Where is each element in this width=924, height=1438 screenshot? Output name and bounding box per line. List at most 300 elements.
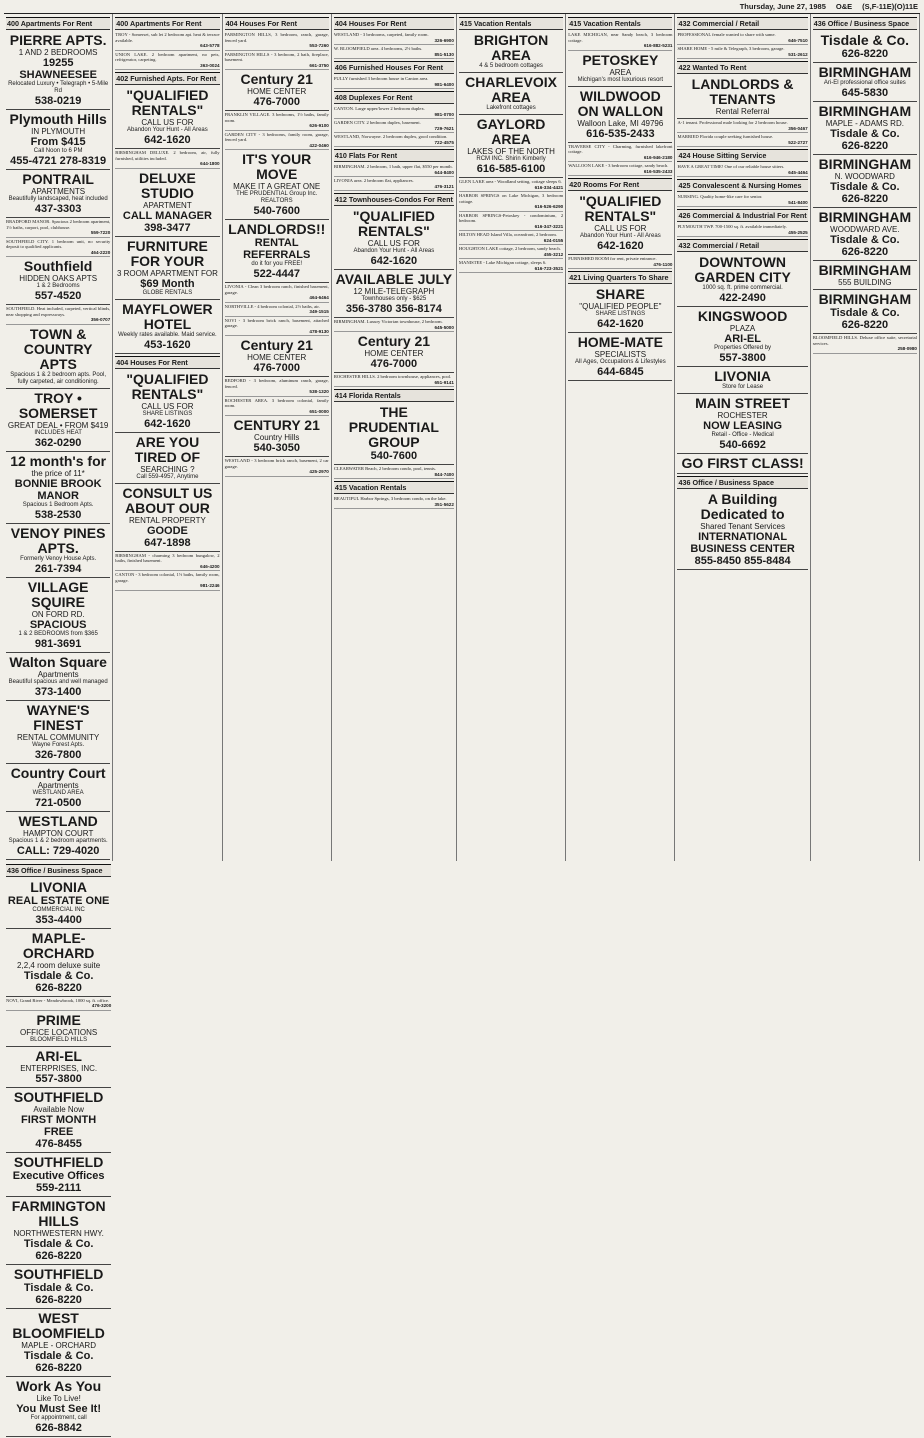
- display-ad: [115, 433, 219, 484]
- ad-phone: 362-0290: [34, 436, 82, 449]
- classified-ad: [225, 131, 329, 151]
- ad-feature: From $415: [30, 136, 86, 148]
- ad-headline: 12 month's for: [10, 452, 107, 469]
- ad-phone: 651-9141: [434, 379, 454, 385]
- display-ad: [459, 73, 563, 115]
- display-ad: [334, 207, 454, 270]
- ad-feature: Tisdale & Co.: [830, 234, 900, 246]
- ad-phone: 642-1620: [597, 318, 644, 330]
- ad-phone: 981-3691: [34, 637, 82, 650]
- section-header: 426 Commercial & Industrial For Rent: [678, 211, 807, 220]
- ad-headline: LIVONIA: [30, 878, 88, 895]
- section-header: 400 Apartments For Rent: [6, 17, 110, 30]
- ad-phone: 616-882-5231: [643, 43, 673, 48]
- ad-text: TRAVERSE CITY - Charming, furnished lakefront cottage.: [568, 143, 673, 154]
- display-ad: [6, 1377, 111, 1437]
- ad-subhead: AREA: [609, 67, 632, 77]
- ad-phone: 626-8220: [35, 1293, 82, 1306]
- ad-text: SOUTHFIELD. Heat included, carpeted, vertical blinds, near shopping and expressways.: [6, 306, 111, 317]
- ad-headline: VENOY PINES APTS.: [10, 524, 106, 556]
- ad-phone: 647-1898: [144, 536, 191, 549]
- display-ad: [568, 333, 672, 381]
- ad-subhead: Shared Tenant Services: [700, 522, 785, 531]
- display-ad: [225, 220, 329, 283]
- ad-subhead: Apartments: [37, 669, 79, 679]
- classified-ad: [677, 223, 807, 237]
- ad-subhead: IN PLYMOUTH: [31, 127, 86, 136]
- ad-phone: 626-8220: [841, 319, 889, 331]
- ad-headline: Century 21: [357, 333, 431, 349]
- ad-phone: 356-0467: [788, 125, 808, 131]
- ad-text: FARMINGTON HILLS - 3 bedroom, 2 bath, fireplace, basement.: [224, 51, 329, 62]
- display-ad: [6, 1265, 111, 1309]
- classified-ad: [334, 75, 454, 89]
- ad-headline: PRIME: [36, 1011, 81, 1028]
- ad-text: MARRIED Florida couple seeking furnished house.: [677, 134, 774, 139]
- ad-subhead: MAPLE - ORCHARD: [21, 1340, 96, 1350]
- ad-phone: 540-7600: [253, 205, 300, 217]
- ad-detail: Formerly Venoy House Apts.: [20, 555, 97, 562]
- ad-phone: 538-2530: [34, 508, 82, 521]
- ad-subhead: 12 MILE-TELEGRAPH: [353, 287, 435, 296]
- classified-ad: [6, 238, 110, 258]
- ad-feature: Tisdale & Co.: [23, 1349, 94, 1362]
- ad-headline: Walton Square: [9, 653, 107, 670]
- classified-ad: [225, 31, 329, 51]
- ad-detail: 1 & 2 Bedrooms: [36, 283, 80, 289]
- section-header: 422 Wanted To Rent: [677, 61, 807, 74]
- ad-headline: SOUTHFIELD: [13, 1088, 104, 1105]
- classified-ad: [334, 105, 454, 119]
- ad-phone: 626-8220: [841, 48, 889, 60]
- display-ad: [568, 285, 672, 333]
- section-header: 436 Office / Business Space: [6, 864, 111, 877]
- ad-phone: 351-5622: [434, 501, 454, 507]
- section-header: 421 Living Quarters To Share: [568, 271, 672, 284]
- section-header: 432 Commercial / Retail: [677, 239, 807, 252]
- section-header: 425 Convalescent & Nursing Homes: [677, 179, 807, 192]
- ad-phone: 661-3750: [309, 62, 329, 68]
- ad-subhead: "QUALIFIED PEOPLE": [579, 302, 662, 311]
- ad-text: CANTON. Large upper/lower 2 bedroom duplex.: [333, 106, 425, 111]
- ad-phone: 261-7394: [34, 562, 82, 575]
- display-ad: [568, 51, 672, 87]
- ad-phone: 981-6400: [434, 81, 454, 87]
- ad-headline: ARE YOU TIRED OF: [134, 433, 201, 465]
- ad-phone: 642-1620: [144, 134, 191, 146]
- ad-phone: 722-4575: [434, 139, 454, 145]
- ad-detail: Lakefront cottages: [486, 105, 536, 111]
- ad-phone: 476-8455: [35, 1137, 82, 1150]
- ad-detail: Weekly rates available. Maid service.: [118, 331, 217, 338]
- display-ad: [813, 63, 917, 102]
- classified-ad: [568, 255, 672, 269]
- display-ad: [6, 878, 111, 929]
- ad-headline: THE PRUDENTIAL GROUP: [348, 404, 439, 450]
- ad-phone: 626-8220: [841, 140, 889, 152]
- classified-ad: [813, 334, 917, 354]
- ad-text: HOUGHTON LAKE cottage, 2 bedroom, sandy beach.: [458, 246, 561, 251]
- display-ad: [677, 394, 807, 454]
- ad-text: LIVONIA area. 2 bedroom flat, appliances.: [333, 178, 414, 183]
- ad-headline: TOWN & COUNTRY APTS: [23, 325, 93, 372]
- ad-phone: 476-3200: [91, 1003, 112, 1008]
- ad-phone: CALL: 729-4020: [16, 844, 100, 857]
- display-ad: [6, 389, 110, 452]
- classified-ad: [6, 305, 110, 325]
- ad-text: ROCHESTER AREA. 3 bedroom colonial, family room.: [224, 397, 329, 408]
- ad-phone: 642-1620: [144, 417, 191, 430]
- classified-ad: [459, 231, 563, 245]
- ad-text: TROY - Somerset, sub let 2 bedroom apt. heat & terrace available.: [115, 32, 220, 43]
- ad-feature: Tisdale & Co.: [830, 307, 900, 319]
- ad-text: FARMINGTON HILLS, 3 bedroom, ranch, garage, fenced yard.: [224, 32, 329, 43]
- ad-headline: "QUALIFIED RENTALS": [126, 370, 209, 402]
- ad-phone: 626-8220: [841, 193, 889, 205]
- display-ad: [813, 261, 917, 290]
- section-header: 436 Office / Business Space: [813, 17, 917, 30]
- column-2: [113, 14, 222, 861]
- display-ad: [459, 31, 563, 73]
- ad-phone: 541-8400: [788, 199, 808, 205]
- section-header: 404 Houses For Rent: [115, 356, 219, 369]
- ad-text: CLEARWATER Beach, 2 bedroom condo, pool, tennis.: [333, 466, 436, 471]
- ad-detail: 1 & 2 BEDROOMS from $365: [18, 630, 98, 637]
- ad-text: ROCHESTER HILLS. 2 bedroom townhouse, appliances, pool.: [333, 374, 452, 379]
- ad-phone: 642-1620: [370, 255, 418, 267]
- ad-phone: 522-4447: [253, 268, 300, 280]
- section-header: 415 Vacation Rentals: [334, 481, 454, 494]
- classified-ad: [568, 143, 672, 163]
- ad-text: WESTLAND - 3 bedroom brick ranch, basement, 2 car garage.: [224, 458, 329, 469]
- ad-detail: SHARE LISTINGS: [595, 311, 646, 317]
- classified-ad: [677, 119, 807, 133]
- ad-headline: Century 21: [240, 337, 313, 353]
- ad-headline: BIRMINGHAM: [818, 209, 912, 225]
- ad-phone: 626-9100: [309, 123, 329, 128]
- ad-headline: Century 21: [240, 71, 313, 87]
- ad-headline: TROY • SOMERSET: [18, 389, 98, 421]
- ad-phone: 478-9130: [309, 328, 329, 334]
- classified-ad: [115, 31, 219, 51]
- ad-headline: CENTURY 21: [233, 417, 320, 433]
- ad-subhead: WOODWARD AVE.: [830, 225, 900, 234]
- display-ad: [115, 484, 219, 552]
- ad-detail: For appointment, call: [30, 1414, 87, 1421]
- column-4: [332, 14, 457, 861]
- ad-feature: SPACIOUS: [29, 618, 87, 631]
- ad-text: REDFORD - 3 bedroom, aluminum ranch, garage, fenced.: [224, 378, 329, 389]
- display-ad: [6, 1309, 111, 1377]
- classified-ad: [334, 177, 454, 191]
- ad-headline: FARMINGTON HILLS: [11, 1197, 106, 1229]
- display-ad: [677, 253, 807, 307]
- ad-phone: 464-6464: [309, 295, 329, 300]
- ad-phone: 476-1100: [653, 261, 673, 267]
- ad-subhead: HOME CENTER: [364, 349, 424, 358]
- ad-phone: 644-1800: [200, 161, 220, 166]
- ad-phone: 626-8220: [841, 246, 889, 258]
- display-ad: [6, 257, 110, 305]
- display-ad: [677, 307, 807, 367]
- ad-phone: 538-0219: [34, 95, 82, 107]
- classified-ad: [459, 245, 563, 259]
- classified-ad: [334, 465, 454, 479]
- ad-feature: Tisdale & Co.: [23, 1281, 94, 1294]
- ad-phone: 356-0707: [90, 317, 111, 322]
- display-ad: [6, 1153, 111, 1197]
- ad-text: NOVI, Grand River - Meadowbrook, 1000 sq. ft. office.: [6, 997, 110, 1003]
- ad-text: NORTHVILLE - 4 bedroom colonial, 2½ baths, air.: [224, 303, 320, 309]
- ad-phone: 626-8220: [35, 1361, 82, 1374]
- ad-phone: 646-7510: [788, 37, 808, 43]
- column-5: [457, 14, 566, 861]
- ad-headline: CHARLEVOIX AREA: [465, 74, 557, 105]
- ad-headline: PONTRAIL: [22, 171, 94, 187]
- masthead-date: Thursday, June 27, 1985: [739, 2, 826, 11]
- section-header: 406 Furnished Houses For Rent: [334, 61, 454, 74]
- section-header: 408 Duplexes For Rent: [334, 91, 454, 104]
- classified-ad: [334, 133, 454, 147]
- column-7: [675, 14, 810, 861]
- ad-phone: 557-4520: [34, 290, 82, 302]
- ad-text: GLEN LAKE area - Woodland setting, cottage sleeps 6.: [458, 179, 562, 184]
- display-ad: [6, 701, 110, 764]
- classified-ad: [334, 318, 454, 332]
- ad-feature: INTERNATIONAL BUSINESS CENTER: [690, 531, 795, 555]
- ad-feature: Tisdale & Co.: [830, 181, 900, 193]
- ad-detail: 4 & 5 bedroom cottages: [479, 63, 543, 69]
- ad-detail: Properties Offered by: [714, 345, 772, 351]
- ad-subhead: RENTAL COMMUNITY: [17, 732, 100, 742]
- ad-subhead: CALL US FOR: [141, 401, 194, 411]
- ad-subhead: GREAT DEAL • FROM $419: [7, 420, 109, 430]
- ad-detail: RCM INC. Shirin Kimberly: [476, 156, 546, 162]
- ad-headline: A Building Dedicated to: [700, 491, 785, 522]
- display-ad: [115, 237, 219, 300]
- ad-phone: 626-8220: [35, 981, 82, 994]
- display-ad: [334, 403, 454, 465]
- display-ad: [677, 490, 807, 570]
- classified-ad: [225, 303, 329, 317]
- classified-ad: [115, 51, 219, 71]
- ad-headline: Country Court: [10, 764, 106, 781]
- section-header: 400 Apartments For Rent: [115, 17, 219, 30]
- ad-subhead: HAMPTON COURT: [22, 828, 94, 838]
- ad-subhead: APARTMENTS: [31, 187, 86, 196]
- classified-ad: [115, 149, 219, 169]
- ad-headline: FURNITURE FOR YOUR: [126, 237, 208, 269]
- ad-detail: Call 559-4957, Anytime: [136, 473, 199, 480]
- ad-subhead: HOME CENTER: [247, 87, 307, 96]
- ad-text: UNION LAKE. 2 bedroom apartment, no pets, refrigerator, carpeting.: [115, 51, 220, 62]
- ad-detail: SHARE LISTINGS: [142, 410, 193, 417]
- display-ad: [813, 155, 917, 208]
- ad-text: SOUTHFIELD CITY. 1 bedroom unit, no security deposit to qualified applicants.: [6, 238, 111, 249]
- ad-subhead: Apartments: [37, 780, 79, 790]
- ad-text: HAVE A GREAT TIME! One of our reliable house sitters.: [677, 164, 785, 169]
- ad-feature: Tisdale & Co.: [830, 128, 900, 140]
- ad-subhead: ENTERPRISES, INC.: [20, 1063, 98, 1073]
- display-ad: [225, 336, 329, 377]
- ad-subhead: HIDDEN OAKS APTS: [19, 274, 98, 283]
- ad-subhead: Like To Live!: [36, 1393, 81, 1403]
- display-ad: [459, 115, 563, 178]
- ad-subhead: LAKES OF THE NORTH: [467, 147, 555, 156]
- classified-ad: [677, 193, 807, 207]
- classified-ad: [6, 997, 111, 1011]
- ad-headline: DELUXE STUDIO: [139, 169, 196, 201]
- ad-text: A-1 tenant. Professional male looking for 2 bedroom house.: [677, 120, 788, 125]
- ad-headline: "QUALIFIED RENTALS": [126, 87, 209, 118]
- section-header: 414 Florida Rentals: [334, 389, 454, 402]
- ad-detail: Spacious 1 Bedroom Apts.: [22, 501, 94, 508]
- ad-headline: Plymouth Hills: [9, 111, 107, 127]
- ad-phone: 373-1400: [34, 685, 82, 698]
- display-ad: [6, 325, 110, 389]
- ad-text: HILTON HEAD Island Villa, oceanfront, 2 bedroom.: [458, 232, 557, 237]
- classified-ad: [459, 212, 563, 232]
- display-ad: [6, 1047, 111, 1088]
- masthead-paper: O&E: [835, 2, 853, 11]
- ad-feature: Executive Offices: [12, 1169, 105, 1182]
- ad-feature: CALL MANAGER: [122, 209, 212, 222]
- ad-headline: IT'S YOUR MOVE: [242, 151, 312, 182]
- ad-headline: LANDLORDS!!: [228, 221, 326, 237]
- ad-headline: BRIGHTON AREA: [473, 32, 549, 63]
- display-ad: [677, 367, 807, 394]
- ad-feature: NOW LEASING: [703, 420, 783, 432]
- classified-ad: [115, 571, 219, 591]
- ad-phone: 626-8842: [35, 1421, 82, 1434]
- display-ad: [813, 208, 917, 261]
- ad-detail: COMMERCIAL INC: [32, 906, 85, 913]
- ad-text: HARBOR SPRINGS on Lake Michigan, 3 bedroom cottage.: [458, 193, 564, 204]
- ad-subhead: N. WOODWARD: [834, 172, 895, 181]
- ad-headline: LIVONIA: [714, 368, 771, 384]
- ad-phone: 844-7400: [434, 471, 454, 477]
- ad-headline: SHARE: [595, 286, 645, 302]
- ad-detail: Beautifully landscaped, heat included: [8, 196, 108, 202]
- ad-phone: 855-8450 855-8484: [694, 555, 791, 567]
- classified-ad: [459, 259, 563, 273]
- ad-detail: Retail - Office - Medical: [711, 432, 774, 438]
- ad-headline: WESTLAND: [18, 812, 98, 829]
- ad-detail: All Ages, Occupations & Lifestyles: [574, 359, 666, 365]
- ad-text: BIRMINGHAM DELUXE. 2 bedroom, air, fully furnished, utilities included.: [115, 150, 220, 161]
- display-ad: [6, 110, 110, 170]
- display-ad: [334, 332, 454, 373]
- classified-ad: [677, 163, 807, 177]
- classified-ad: [459, 178, 563, 192]
- display-ad: [568, 87, 672, 143]
- ad-headline: BIRMINGHAM: [818, 64, 912, 80]
- section-header: 424 House Sitting Service: [677, 149, 807, 162]
- ad-headline: BIRMINGHAM: [818, 103, 912, 119]
- ad-headline: ARI-EL: [35, 1047, 82, 1064]
- ad-subhead: 1 AND 2 BEDROOMS: [18, 48, 98, 57]
- ad-phone: 616-535-2433: [643, 168, 673, 174]
- classified-ad: [225, 377, 329, 397]
- classified-ad: [334, 163, 454, 177]
- ad-subhead: Walloon Lake, MI 49796: [577, 118, 664, 128]
- classified-ad: [225, 283, 329, 303]
- display-ad: [6, 170, 110, 218]
- ad-phone: 616-535-2433: [586, 127, 655, 140]
- classified-ad: [6, 218, 110, 238]
- ad-text: W. BLOOMFIELD area. 4 bedrooms, 2½ baths.: [333, 46, 423, 51]
- ad-text: CANTON - 3 bedroom colonial, 1½ baths, family room, garage.: [115, 572, 220, 583]
- display-ad: [115, 370, 219, 433]
- classified-ad: [225, 397, 329, 417]
- section-header: 410 Flats For Rent: [334, 149, 454, 162]
- display-ad: [225, 70, 329, 111]
- ad-phone: 540-6692: [719, 439, 766, 451]
- ad-text: WESTLAND, Norwayne. 2 bedroom duplex, good condition.: [333, 134, 448, 139]
- ad-phone: 981-2246: [200, 583, 220, 588]
- ad-detail: THE PRUDENTIAL Group Inc. REALTORS: [236, 191, 318, 204]
- ad-phone: 646-4200: [200, 563, 220, 569]
- display-ad: [6, 452, 110, 524]
- display-ad: [115, 169, 219, 237]
- ad-phone: 651-0000: [309, 408, 329, 414]
- classified-ad: [677, 133, 807, 147]
- display-ad: [6, 1088, 111, 1153]
- ad-detail: INCLUDES HEAT: [34, 429, 82, 436]
- section-header: 415 Vacation Rentals: [568, 17, 672, 30]
- display-ad: [225, 416, 329, 457]
- ad-phone: 616-526-6290: [534, 204, 564, 209]
- ad-text: NOVI - 3 bedroom brick ranch, basement, attached garage.: [224, 317, 329, 328]
- ad-text: GARDEN CITY - 3 bedrooms, family room, garage, fenced yard.: [224, 131, 329, 142]
- ad-text: LIVONIA - Clean 3 bedroom ranch, finished basement, garage.: [224, 284, 329, 295]
- ad-text: MANISTEE - Lake Michigan cottage, sleeps 6.: [458, 260, 547, 265]
- ad-feature: 19255 SHAWNEESEE: [19, 57, 97, 81]
- ad-detail: Wayne Forest Apts.: [32, 741, 85, 748]
- ad-headline: HOME-MATE: [577, 334, 663, 350]
- classified-ad: [225, 51, 329, 71]
- ad-phone: 616-585-6100: [476, 163, 546, 175]
- ad-phone: 476-7000: [253, 96, 300, 108]
- ad-detail: Townhouses only - $625: [361, 296, 427, 302]
- display-ad: [6, 764, 110, 812]
- ad-phone: 851-5130: [434, 51, 454, 57]
- ad-feature: ARI-EL: [724, 333, 761, 345]
- ad-feature: You Must See It!: [16, 1402, 102, 1415]
- ad-subhead: NORTHWESTERN HWY.: [13, 1228, 104, 1238]
- ad-detail: Abandon Your Hunt - All Areas: [579, 233, 661, 239]
- ad-headline: VILLAGE SQUIRE: [27, 578, 89, 610]
- ad-headline: Work As You: [16, 1377, 102, 1394]
- ad-phone: 729-7621: [434, 125, 454, 131]
- ad-phone: 645-4464: [788, 169, 808, 175]
- ad-subhead: Country Hills: [254, 433, 300, 442]
- ad-text: FULLY furnished 3 bedroom house in Canton area.: [333, 76, 429, 81]
- ad-headline: MAYFLOWER HOTEL: [122, 300, 213, 332]
- ad-text: GARDEN CITY. 2 bedroom duplex, basement.: [333, 120, 421, 125]
- ad-detail: Relocated Luxury • Telegraph • 5-Mile Rd: [8, 81, 109, 94]
- ad-text: PLYMOUTH TWP. 700-1500 sq. ft. available immediately.: [677, 224, 787, 229]
- ad-text: WESTLAND - 3 bedrooms, carpeted, family room.: [333, 32, 429, 37]
- classified-columns: [4, 14, 920, 1434]
- ad-text: WALLOON LAKE - 3 bedroom cottage, sandy beach.: [568, 163, 669, 168]
- ad-text: HARBOR SPRINGS-Petoskey - condominium, 2 bedroom.: [458, 212, 564, 223]
- column-3: [223, 14, 332, 861]
- display-ad: [813, 31, 917, 63]
- ad-detail: Ari-El professional office suites: [823, 80, 906, 86]
- ad-phone: 540-3050: [253, 442, 300, 454]
- section-header: 432 Commercial / Retail: [677, 17, 807, 30]
